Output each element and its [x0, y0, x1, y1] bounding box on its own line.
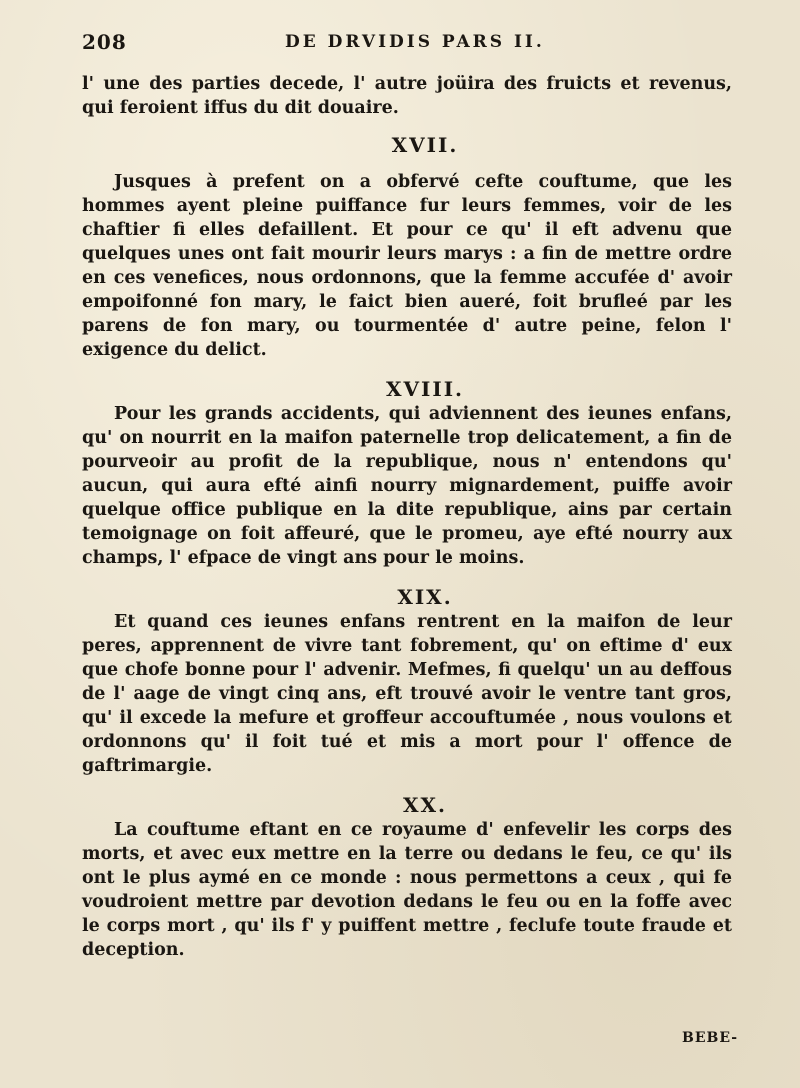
section-heading-xvii: XVII. [391, 133, 459, 157]
text-block [82, 72, 732, 962]
paragraph-xx: La couftume eftant en ce royaume d' enfevelir les corps des morts, et avec eux mettre en la terre ou dedans le feu, ce qu' ils ont le plus aymé en ce monde : nous permettons a ceux , qui fe voudroient mettre par devotion dedans le feu ou en la foffe avec le corps mort , qu' ils f' y puiffent mettre , feclufe toute fraude et deception. [82, 820, 732, 960]
section-heading-xix: XIX. [397, 585, 453, 609]
running-title: DE DRVIDIS PARS II. [285, 32, 545, 52]
paragraph-xix: Et quand ces ieunes enfans rentrent en la maifon de leur peres, apprennent de vivre tant fobrement, qu' on eftime d' eux que chofe bonne pour l' advenir. Mefmes, fi quelqu' un au deffous de l' aage de vingt cinq ans, eft trouvé avoir le ventre tant gros, qu' il excede la mefure et groffeur accouftumée , nous voulons et ordonnons qu' il foit tué et mis a mort pour l' offence de gaftrimargie. [82, 612, 732, 776]
section-heading-xviii: XVIII. [385, 377, 465, 401]
section-heading-xx: XX. [403, 793, 447, 817]
catchword: BEBE- [682, 1030, 739, 1046]
page-number: 208 [82, 30, 127, 54]
paragraph-xvii: Jusques à prefent on a obfervé cefte couftume, que les hommes ayent pleine puiffance fur leurs femmes, voir de les chaftier fi elles defaillent. Et pour ce qu' il eft advenu que quelques unes ont fait mourir leurs marys : a fin de mettre ordre en ces venefices, nous ordonnons, que la femme accufée d' avoir empoifonné fon mary, le faict bien aueré, foit brufleé par les parens de fon mary, ou tourmentée d' autre peine, felon l' exigence du delict. [82, 172, 732, 360]
paragraph-xviii: Pour les grands accidents, qui adviennent des ieunes enfans, qu' on nourrit en la maifon paternelle trop delicatement, a fin de pourveoir au profit de la republique, nous n' entendons qu' aucun, qui aura efté ainfi nourry mignardement, puiffe avoir quelque office publique en la dite republique, ains par certain temoignage on foit affeuré, que le promeu, aye efté nourry aux champs, l' efpace de vingt ans pour le moins. [82, 404, 732, 568]
paragraph-continuation: l' une des parties decede, l' autre joüira des fruicts et revenus, qui feroient iffus du dit douaire. [82, 74, 732, 118]
running-head [82, 28, 732, 58]
